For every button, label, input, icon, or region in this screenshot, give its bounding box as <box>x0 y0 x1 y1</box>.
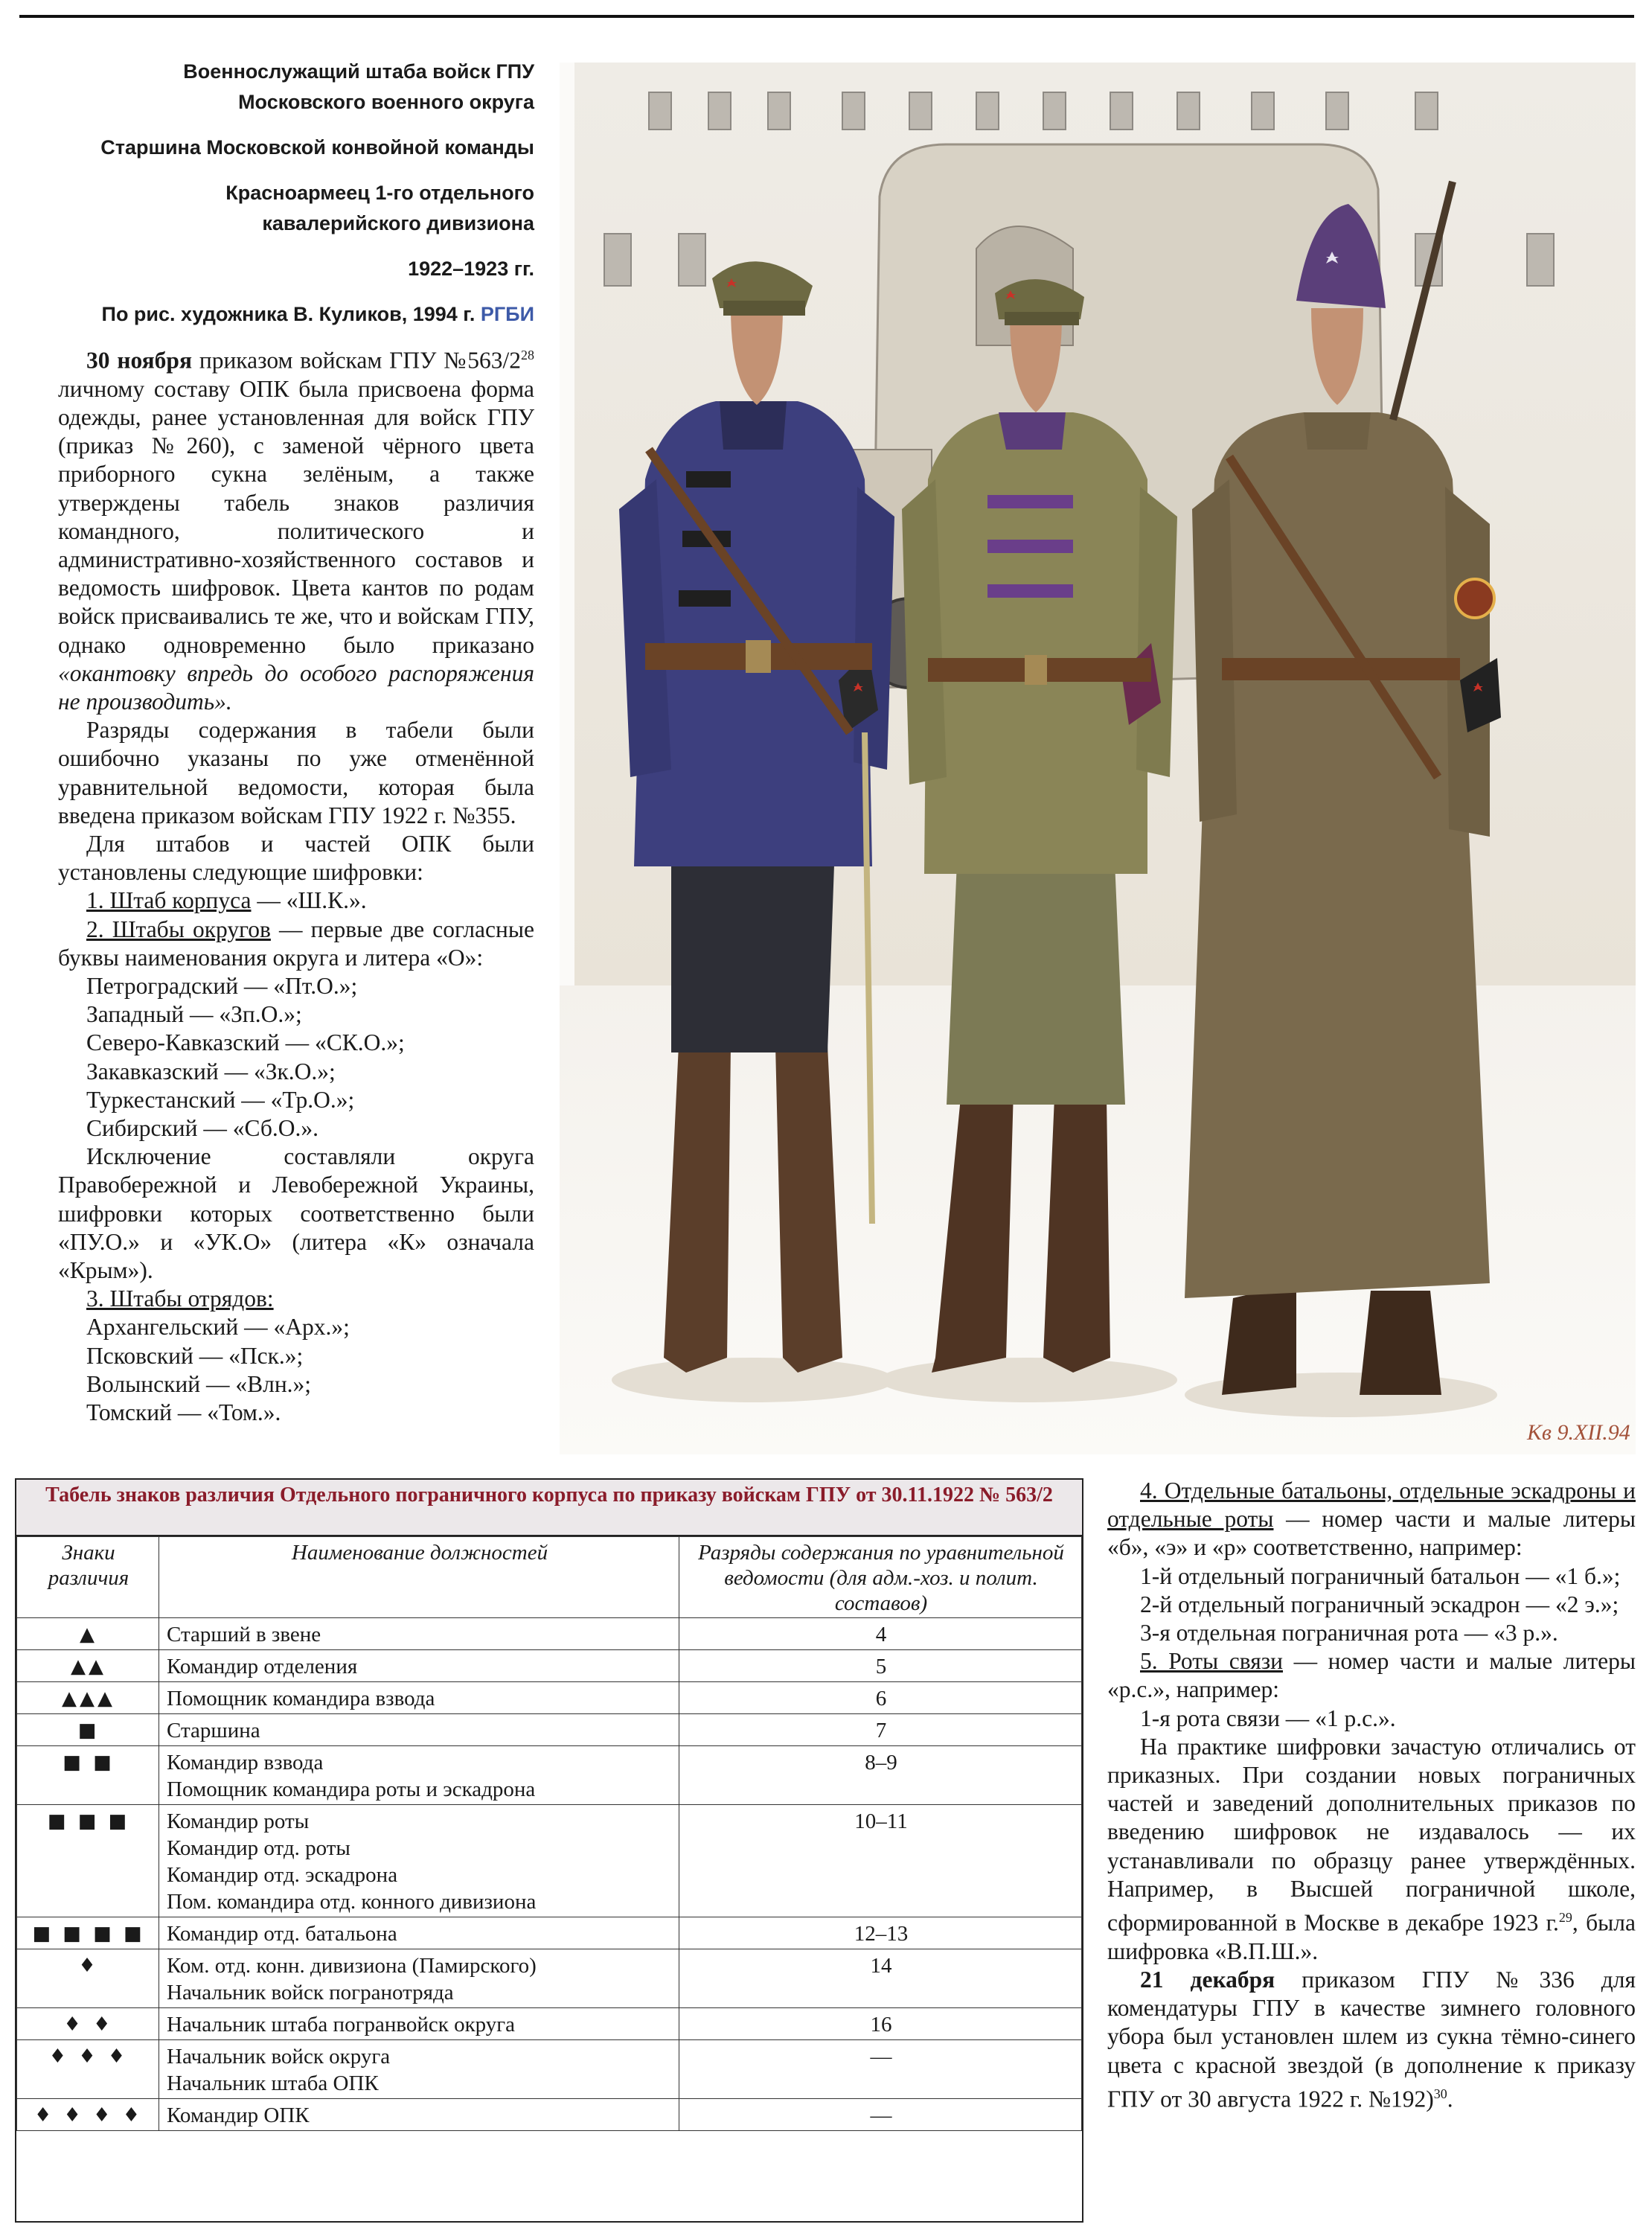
december-end: . <box>1447 2086 1453 2112</box>
date-dec-21: 21 декабря <box>1140 1966 1275 1993</box>
right-body-text <box>1107 1477 1636 2113</box>
footnote-29: 29 <box>1558 1910 1572 1926</box>
caption-source: РГБИ <box>480 303 534 325</box>
item-1-label: 1. Штаб корпуса <box>86 887 252 914</box>
paragraph-december <box>1107 1966 1636 2114</box>
item-4 <box>1107 1477 1636 1562</box>
practice-end: , была шифровка «В.П.Ш.». <box>1107 1909 1636 1964</box>
position-name: Начальник штаба погранвойск округа <box>167 2013 516 2036</box>
otryad-2: Псковский — «Пск.»; <box>86 1342 304 1369</box>
table-row <box>17 2099 1082 2131</box>
item-2-label: 2. Штабы округов <box>86 916 271 942</box>
table-row <box>17 1682 1082 1714</box>
position-name: Командир отд. роты <box>167 1836 350 1860</box>
position-name: Начальник войск погранотряда <box>167 1981 454 2004</box>
grade-cell: 5 <box>679 1650 1082 1682</box>
okrug-1: Петроградский — «Пт.О.»; <box>86 972 358 999</box>
insignia-cell: ■ <box>17 1714 159 1746</box>
positions-cell <box>159 1746 679 1805</box>
positions-cell <box>159 1650 679 1682</box>
example-5: 1-я рота связи — «1 р.с.». <box>1140 1705 1396 1731</box>
table-row <box>17 1805 1082 1917</box>
table-title: Табель знаков различия Отдельного пограничного корпуса по приказу войскам ГПУ от 30.11.1922 № 563/2 <box>16 1480 1082 1536</box>
grade-cell: 4 <box>679 1618 1082 1650</box>
insignia-cell: ♦ ♦ <box>17 2008 159 2040</box>
item-5-label: 5. Роты связи <box>1140 1648 1284 1675</box>
table-row <box>17 1650 1082 1682</box>
position-name: Ком. отд. конн. дивизиона (Памирского) <box>167 1954 537 1978</box>
positions-cell <box>159 2008 679 2040</box>
caption-2: Старшина Московской конвойной команды <box>100 136 534 159</box>
position-name: Помощник командира взвода <box>167 1687 435 1710</box>
insignia-cell: ▲▲▲ <box>17 1682 159 1714</box>
positions-cell <box>159 1917 679 1949</box>
insignia-cell: ■ ■ ■ ■ <box>17 1917 159 1949</box>
position-name: Командир отд. эскадрона <box>167 1863 398 1887</box>
december-text: приказом ГПУ №336 для комендатуры ГПУ в качестве зимнего головного убора был установлен шлем из сукна тёмно-синего цвета с красной звездой (в дополнение к приказу ГПУ от 30 августа 1922 г. №192) <box>1107 1966 1636 2112</box>
header-positions: Наименование должностей <box>159 1537 679 1618</box>
grade-cell: — <box>679 2099 1082 2131</box>
position-name: Начальник штаба ОПК <box>167 2071 379 2095</box>
grade-cell: 14 <box>679 1949 1082 2008</box>
insignia-cell: ♦ ♦ ♦ ♦ <box>17 2099 159 2131</box>
position-name: Старший в звене <box>167 1623 321 1646</box>
left-body-text <box>58 341 534 1427</box>
grade-cell: 12–13 <box>679 1917 1082 1949</box>
table-row <box>17 1618 1082 1650</box>
position-name: Командир ОПК <box>167 2103 310 2127</box>
caption-1a: Военнослужащий штаба войск ГПУ <box>183 60 534 83</box>
item-2 <box>58 916 534 972</box>
caption-3a: Красноармеец 1-го отдельного <box>225 182 534 204</box>
positions-cell <box>159 2040 679 2099</box>
grade-cell: 8–9 <box>679 1746 1082 1805</box>
position-name: Пом. командира отд. конного дивизиона <box>167 1890 537 1914</box>
positions-cell <box>159 1805 679 1917</box>
positions-cell <box>159 1714 679 1746</box>
caption-dates: 1922–1923 гг. <box>408 258 534 280</box>
table-body <box>17 1618 1082 2131</box>
position-name: Командир отд. батальона <box>167 1922 397 1946</box>
p1-text-b: личному составу ОПК была присвоена форма одежды, ранее установленная для войск ГПУ (приказ №260), с заменой чёрного цвета приборного сукна зелёным, а также утверждены табель знаков различия командного, политического и административно-хозяйственного составов и ведомость шифровок. Цвета кантов по родам войск присваивались те же, что и войскам ГПУ, однако одновременно было приказано <box>58 375 534 658</box>
grade-cell: 7 <box>679 1714 1082 1746</box>
table-row <box>17 1746 1082 1805</box>
paragraph-exception: Исключение составляли округа Правобережной и Левобережной Украины, шифровки которых соответственно были «ПУ.О.» и «УК.О» (литера «К» означала «Крым»). <box>58 1143 534 1283</box>
position-name: Начальник войск округа <box>167 2045 391 2069</box>
example-4a: 1-й отдельный пограничный батальон — «1 б.»; <box>1140 1562 1621 1589</box>
item-2-text: — первые две согласные буквы наименования округа и литера «О»: <box>58 916 534 971</box>
p1-quote: «окантовку впредь до особого распоряжения не производить». <box>58 659 534 715</box>
caption-1b: Московского военного округа <box>238 91 534 113</box>
insignia-cell: ♦ ♦ ♦ <box>17 2040 159 2099</box>
header-insignia: Знаки различия <box>17 1537 159 1618</box>
caption-3b: кавалерийского дивизиона <box>262 212 534 234</box>
grade-cell: — <box>679 2040 1082 2099</box>
insignia-cell: ♦ <box>17 1949 159 2008</box>
p1-text-a: приказом войскам ГПУ №563/2 <box>192 347 522 374</box>
uniform-illustration <box>560 63 1636 1454</box>
otryad-1: Архангельский — «Арх.»; <box>86 1314 350 1341</box>
position-name: Командир отделения <box>167 1655 358 1678</box>
table-row <box>17 2040 1082 2099</box>
caption-credit: По рис. художника В. Куликов, 1994 г. <box>101 303 476 325</box>
insignia-table <box>15 1478 1083 2223</box>
item-4-text: — номер части и малые литеры «б», «э» и «р» соответственно, например: <box>1107 1506 1636 1561</box>
practice-text: На практике шифровки зачастую отличались от приказных. При создании новых пограничных частей и заведений дополнительных приказов по введению шифровок не издавалось — их устанавливали по образцу ранее утверждённых. Например, в Высшей пограничной школе, сформированной в Москве в декабре 1923 г. <box>1107 1733 1636 1936</box>
otryad-3: Волынский — «Влн.»; <box>86 1370 312 1397</box>
grade-cell: 10–11 <box>679 1805 1082 1917</box>
insignia-cell: ▲▲ <box>17 1650 159 1682</box>
insignia-cell: ▲ <box>17 1618 159 1650</box>
positions-cell <box>159 2099 679 2131</box>
positions-cell <box>159 1949 679 2008</box>
header-grades: Разряды содержания по уравнительной ведомости (для адм.-хоз. и полит. составов) <box>679 1537 1082 1618</box>
position-name: Старшина <box>167 1719 260 1742</box>
okrug-6: Сибирский — «Сб.О.». <box>86 1114 319 1141</box>
position-name: Командир роты <box>167 1809 310 1833</box>
position-name: Помощник командира роты и эскадрона <box>167 1777 536 1801</box>
insignia-table-grid <box>16 1536 1082 2131</box>
item-3-label: 3. Штабы отрядов: <box>86 1285 274 1312</box>
table-row <box>17 1714 1082 1746</box>
item-3 <box>58 1285 534 1313</box>
position-name: Командир взвода <box>167 1751 324 1774</box>
grade-cell: 16 <box>679 2008 1082 2040</box>
item-1 <box>58 887 534 915</box>
item-4-label: 4. Отдельные батальоны, отдельные эскадроны и отдельные роты <box>1107 1478 1636 1533</box>
example-4c: 3-я отдельная пограничная рота — «3 р.». <box>1140 1620 1558 1646</box>
insignia-cell: ■ ■ <box>17 1746 159 1805</box>
footnote-30: 30 <box>1433 2086 1447 2101</box>
okrug-3: Северо-Кавказский — «СК.О.»; <box>86 1029 405 1056</box>
date-nov-30: 30 ноября <box>86 347 192 374</box>
okrug-5: Туркестанский — «Тр.О.»; <box>86 1086 355 1113</box>
item-5-text: — номер части и малые литеры «р.с.», например: <box>1107 1648 1636 1703</box>
table-row <box>17 1917 1082 1949</box>
insignia-cell: ■ ■ ■ <box>17 1805 159 1917</box>
item-1-text: — «Ш.К.». <box>251 887 367 914</box>
grade-cell: 6 <box>679 1682 1082 1714</box>
okrug-2: Западный — «Зп.О.»; <box>86 1001 302 1028</box>
paragraph-grades: Разряды содержания в табели были ошибочно указаны по уже отменённой уравнительной ведомости, которая была введена приказом войскам ГПУ 1922 г. №355. <box>58 717 534 828</box>
otryad-4: Томский — «Том.». <box>86 1399 281 1426</box>
positions-cell <box>159 1682 679 1714</box>
footnote-28: 28 <box>521 348 535 362</box>
top-rule <box>19 15 1634 18</box>
item-5 <box>1107 1647 1636 1704</box>
paragraph-practice <box>1107 1733 1636 1966</box>
example-4b: 2-й отдельный пограничный эскадрон — «2 э.»; <box>1140 1591 1619 1617</box>
illustration-captions <box>22 57 534 345</box>
artist-signature: Кв 9.XII.94 <box>1527 1420 1630 1445</box>
paragraph-ciphers: Для штабов и частей ОПК были установлены следующие шифровки: <box>58 830 534 886</box>
table-row <box>17 1949 1082 2008</box>
positions-cell <box>159 1618 679 1650</box>
table-row <box>17 2008 1082 2040</box>
paragraph-order <box>58 341 534 716</box>
table-header-row <box>17 1537 1082 1618</box>
okrug-4: Закавказский — «Зк.О.»; <box>86 1058 336 1084</box>
